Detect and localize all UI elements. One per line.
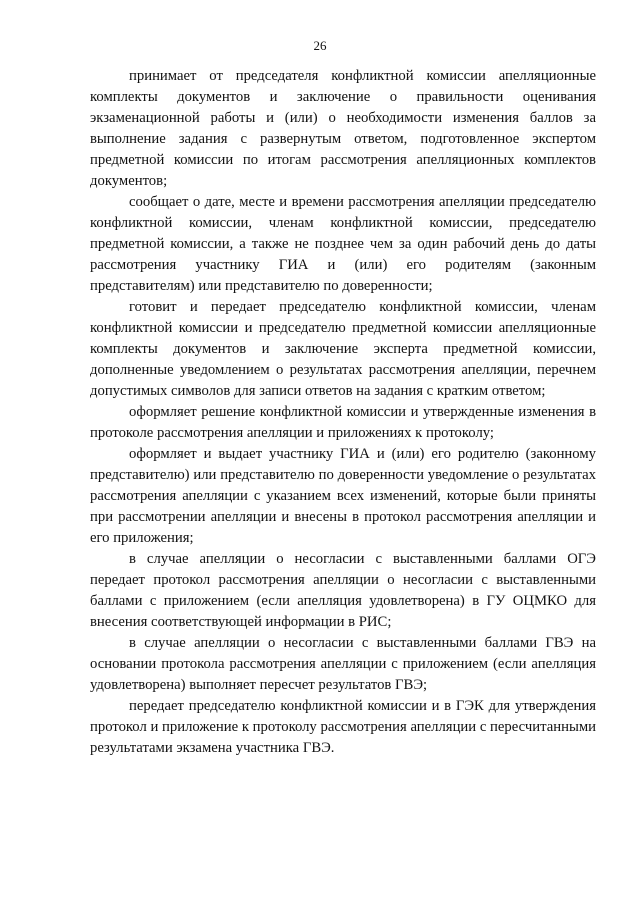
paragraph-4: оформляет решение конфликтной комиссии и утвержденные изменения в протоколе рассмотрения апелляции и приложениях к протоколу; <box>90 404 596 441</box>
paragraph-8: передает председателю конфликтной комиссии и в ГЭК для утверждения протокол и приложение к протоколу рассмотрения апелляции с пересчитанными результатами экзамена участника ГВЭ. <box>90 698 596 756</box>
paragraph-2: сообщает о дате, месте и времени рассмотрения апелляции председателю конфликтной комиссии, членам конфликтной комиссии, председателю предметной комиссии, а также не позднее чем за один рабочий день до даты рассмотрения участнику ГИА и (или) его родителям (законным представителям) или представителю по доверенности; <box>90 194 596 294</box>
paragraph-1: принимает от председателя конфликтной комиссии апелляционные комплекты документов и заключение о правильности оценивания экзаменационной работы и (или) о необходимости изменения баллов за выполнение задания с развернутым ответом, подготовленное экспертом предметной комиссии по итогам рассмотрения апелляционных комплектов документов; <box>90 68 596 189</box>
paragraph-5: оформляет и выдает участнику ГИА и (или) его родителю (законному представителю) или представителю по доверенности уведомление о результатах рассмотрения апелляции с указанием всех изменений, которые были приняты при рассмотрении апелляции и внесены в протокол рассмотрения апелляции и его приложения; <box>90 446 596 546</box>
paragraph-3: готовит и передает председателю конфликтной комиссии, членам конфликтной комиссии и председателю предметной комиссии апелляционные комплекты документов и заключение эксперта предметной комиссии, дополненные уведомлением о результатах рассмотрения апелляции, перечнем допустимых символов для записи ответов на задания с кратким ответом; <box>90 299 596 399</box>
paragraph-6: в случае апелляции о несогласии с выставленными баллами ОГЭ передает протокол рассмотрения апелляции о несогласии с выставленными баллами с приложением (если апелляция удовлетворена) в ГУ ОЦМКО для внесения соответствующей информации в РИС; <box>90 551 596 630</box>
paragraph-7: в случае апелляции о несогласии с выставленными баллами ГВЭ на основании протокола рассмотрения апелляции с приложением (если апелляция удовлетворена) выполняет пересчет результатов ГВЭ; <box>90 635 596 693</box>
body-text <box>90 66 596 759</box>
page-number: 26 <box>313 38 327 53</box>
